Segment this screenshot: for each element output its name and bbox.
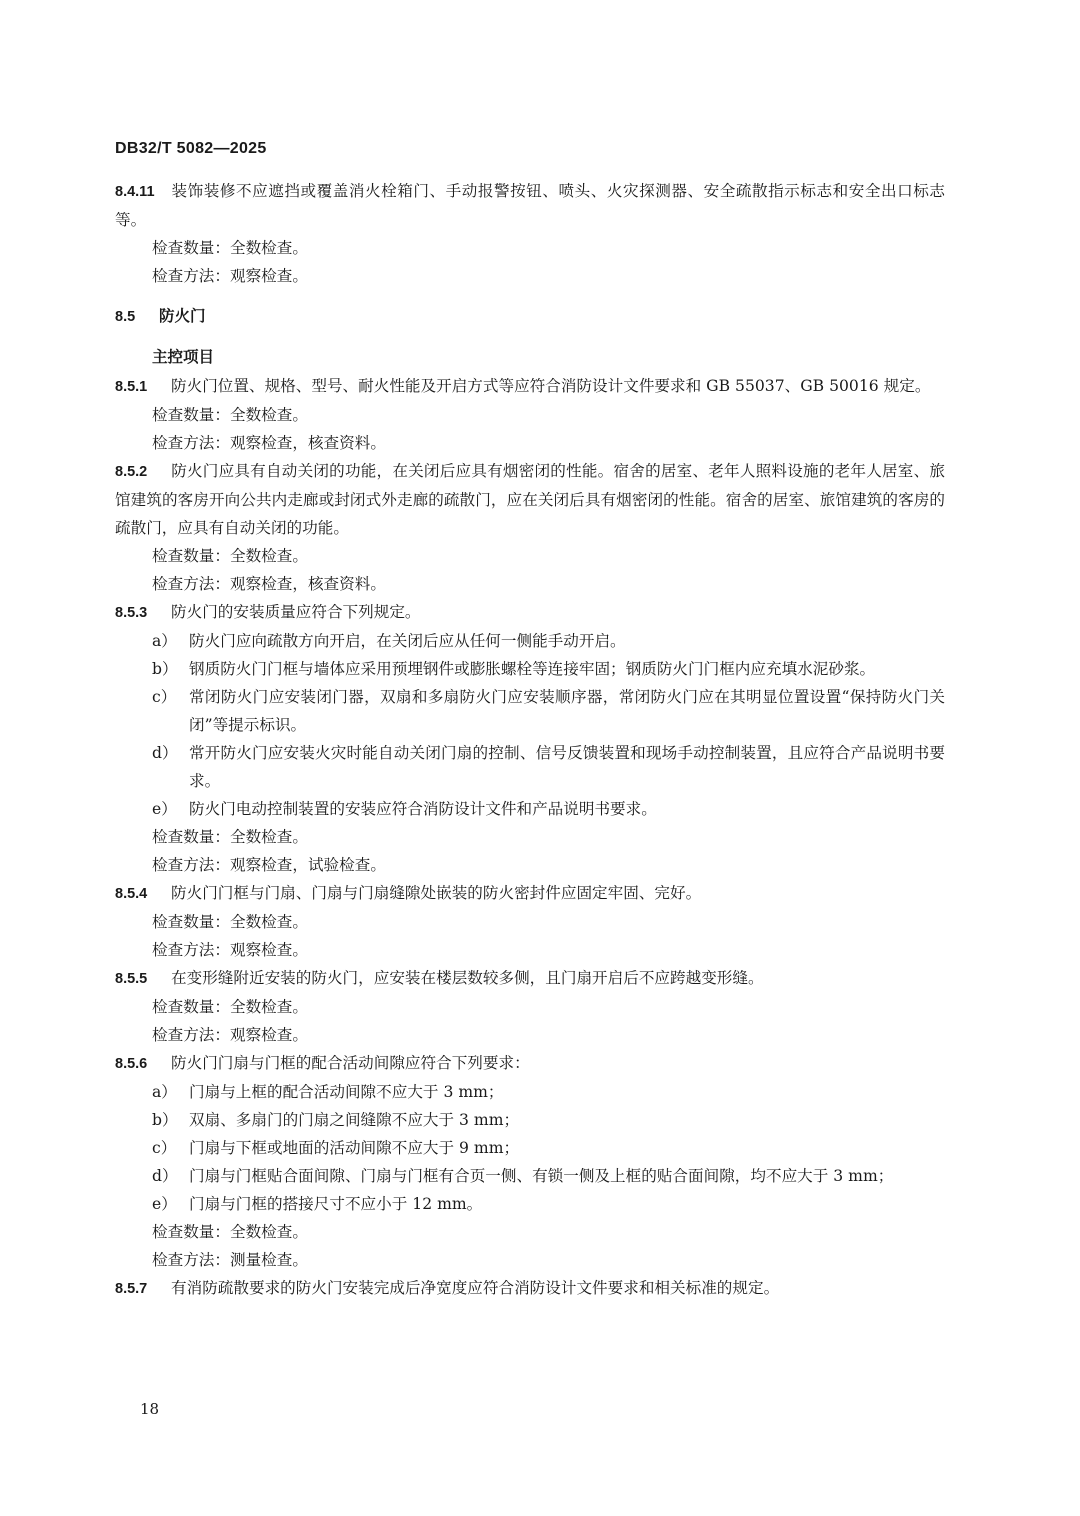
- list-item-text: 门扇与门框的搭接尺寸不应小于 12 mm。: [189, 1195, 483, 1213]
- list-item-text: 双扇、多扇门的门扇之间缝隙不应大于 3 mm；: [189, 1111, 520, 1129]
- clause-8-5-4: [115, 879, 945, 908]
- inspection-method: 检查方法：测量检查。: [152, 1251, 308, 1269]
- clause-text: 防火门的安装质量应符合下列规定。: [171, 603, 421, 621]
- clause-8-5-5: [115, 964, 945, 993]
- section-number: 8.5: [115, 309, 136, 325]
- clause-number: 8.5.1: [115, 379, 148, 395]
- clause-number: 8.4.11: [115, 184, 155, 200]
- document-body: [115, 177, 945, 1303]
- inspection-quantity: 检查数量：全数检查。: [152, 913, 308, 931]
- list-item-label: b）: [152, 660, 178, 678]
- list-item: [115, 655, 945, 683]
- inspection-method: 检查方法：观察检查。: [152, 267, 308, 285]
- page-number: 18: [140, 1400, 160, 1418]
- inspection-quantity: 检查数量：全数检查。: [152, 998, 308, 1016]
- clause-text: 有消防疏散要求的防火门安装完成后净宽度应符合消防设计文件要求和相关标准的规定。: [171, 1279, 780, 1297]
- subheading-main-items: 主控项目: [152, 349, 215, 366]
- list-item-text: 钢质防火门门框与墙体应采用预埋钢件或膨胀螺栓等连接牢固；钢质防火门门框内应充填水泥砂浆。: [189, 660, 876, 678]
- inspection-quantity: 检查数量：全数检查。: [152, 828, 308, 846]
- clause-number: 8.5.3: [115, 605, 148, 621]
- clause-number: 8.5.7: [115, 1281, 148, 1297]
- section-title: 防火门: [159, 308, 206, 325]
- list-item-text: 防火门应向疏散方向开启，在关闭后应从任何一侧能手动开启。: [189, 632, 626, 650]
- clause-number: 8.5.4: [115, 886, 148, 902]
- inspection-method: 检查方法：观察检查。: [152, 1026, 308, 1044]
- list-item: [115, 1106, 945, 1134]
- inspection-method: 检查方法：观察检查，核查资料。: [152, 434, 386, 452]
- list-item-label: c）: [152, 688, 177, 706]
- list-item-label: e）: [152, 800, 177, 818]
- clause-text: 在变形缝附近安装的防火门，应安装在楼层数较多侧，且门扇开启后不应跨越变形缝。: [171, 969, 764, 987]
- inspection-quantity: 检查数量：全数检查。: [152, 1223, 308, 1241]
- inspection-method: 检查方法：观察检查，核查资料。: [152, 575, 386, 593]
- clause-text: 防火门门框与门扇、门扇与门扇缝隙处嵌装的防火密封件应固定牢固、完好。: [171, 884, 702, 902]
- list-item-text: 防火门电动控制装置的安装应符合消防设计文件和产品说明书要求。: [189, 800, 657, 818]
- clause-8-5-3: [115, 598, 945, 627]
- inspection-quantity: 检查数量：全数检查。: [152, 239, 308, 257]
- list-item: [115, 1190, 945, 1218]
- list-item-label: d）: [152, 744, 178, 762]
- list-item: [115, 1134, 945, 1162]
- clause-number: 8.5.6: [115, 1056, 148, 1072]
- list-item-text: 门扇与门框贴合面间隙、门扇与门框有合页一侧、有锁一侧及上框的贴合面间隙，均不应大于 3 mm；: [189, 1167, 894, 1185]
- section-heading: [115, 303, 945, 331]
- list-item: [115, 683, 945, 739]
- list-item: [115, 1078, 945, 1106]
- clause-8-5-2: [115, 457, 945, 542]
- list-item-text: 门扇与下框或地面的活动间隙不应大于 9 mm；: [189, 1139, 520, 1157]
- inspection-quantity: 检查数量：全数检查。: [152, 406, 308, 424]
- list-item: [115, 739, 945, 795]
- clause-text: 防火门门扇与门框的配合活动间隙应符合下列要求：: [171, 1054, 530, 1072]
- clause-number: 8.5.5: [115, 971, 148, 987]
- inspection-method: 检查方法：观察检查，试验检查。: [152, 856, 386, 874]
- inspection-method: 检查方法：观察检查。: [152, 941, 308, 959]
- clause-text: 防火门位置、规格、型号、耐火性能及开启方式等应符合消防设计文件要求和 GB 55037、GB 50016 规定。: [171, 377, 931, 395]
- inspection-quantity: 检查数量：全数检查。: [152, 547, 308, 565]
- list-item-label: d）: [152, 1167, 178, 1185]
- list-item-text: 常闭防火门应安装闭门器，双扇和多扇防火门应安装顺序器，常闭防火门应在其明显位置设置“保持防火门关闭”等提示标识。: [189, 688, 945, 734]
- list-item: [115, 1162, 945, 1190]
- clause-8-5-7: [115, 1274, 945, 1303]
- list-item-label: b）: [152, 1111, 178, 1129]
- list-item-label: a）: [152, 632, 177, 650]
- list-item-label: e）: [152, 1195, 177, 1213]
- clause-8-5-1: [115, 372, 945, 401]
- list-item: [115, 795, 945, 823]
- clause-8-5-6: [115, 1049, 945, 1078]
- clause-number: 8.5.2: [115, 464, 148, 480]
- clause-8-4-11: [115, 177, 945, 234]
- list-item-text: 常开防火门应安装火灾时能自动关闭门扇的控制、信号反馈装置和现场手动控制装置，且应符合产品说明书要求。: [189, 744, 945, 790]
- list-item: [115, 627, 945, 655]
- list-item-label: c）: [152, 1139, 177, 1157]
- clause-text: 装饰装修不应遮挡或覆盖消火栓箱门、手动报警按钮、喷头、火灾探测器、安全疏散指示标志和安全出口标志等。: [115, 182, 945, 229]
- list-item-label: a）: [152, 1083, 177, 1101]
- list-item-text: 门扇与上框的配合活动间隙不应大于 3 mm；: [189, 1083, 504, 1101]
- clause-text: 防火门应具有自动关闭的功能，在关闭后应具有烟密闭的性能。宿舍的居室、老年人照料设施的老年人居室、旅馆建筑的客房开向公共内走廊或封闭式外走廊的疏散门，应在关闭后具有烟密闭的性能。宿舍的居室、旅馆建筑的客房的疏散门，应具有自动关闭的功能。: [115, 462, 945, 537]
- document-header: DB32/T 5082—2025: [115, 140, 267, 157]
